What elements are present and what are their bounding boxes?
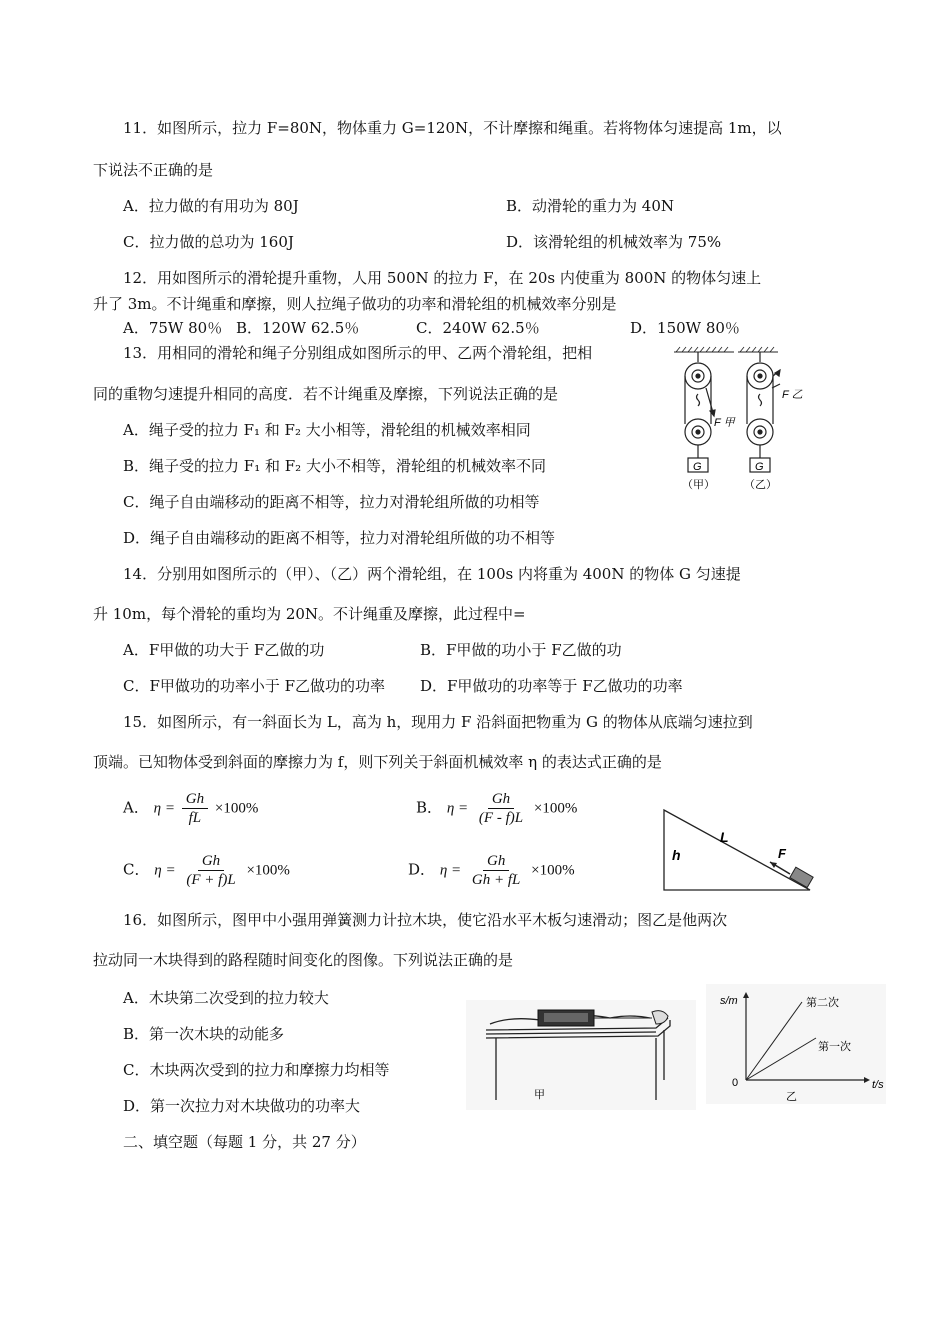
q14-option-d: D．F甲做功的功率等于 F乙做功的功率	[420, 677, 683, 695]
q11-stem-line2: 下说法不正确的是	[93, 161, 214, 179]
q15-option-d-denominator: Gh + fL	[471, 872, 521, 888]
q14-stem-line1: 14．分别用如图所示的（甲）、（乙）两个滑轮组，在 100s 内将重为 400N 的物体 G 匀速提	[123, 565, 741, 583]
q15-option-d-eta: η =	[439, 862, 462, 879]
q14-option-a: A．F甲做的功大于 F乙做的功	[123, 641, 325, 659]
q16-graph-xlabel: t/s	[872, 1079, 884, 1091]
q15-label-f: F	[778, 846, 786, 861]
q16-graph-second: 第二次	[806, 997, 839, 1009]
q15-stem-line2: 顶端。已知物体受到斜面的摩擦力为 f，则下列关于斜面机械效率 η 的表达式正确的是	[93, 753, 662, 771]
q13-weight-jia: G	[693, 461, 702, 473]
q16-stem-line2: 拉动同一木块得到的路程随时间变化的图像。下列说法正确的是	[93, 951, 514, 969]
q15-option-c-denominator: (F + f)L	[186, 872, 236, 888]
q16-option-a: A．木块第二次受到的拉力较大	[123, 989, 329, 1007]
q15-incline-figure	[660, 806, 816, 892]
q15-option-a-numerator: Gh	[182, 790, 208, 809]
q15-option-a-label: A．	[123, 798, 149, 817]
q12-option-b: B．120W 62.5％	[236, 319, 360, 337]
q15-option-b-fraction	[475, 790, 527, 827]
q11-option-a: A．拉力做的有用功为 80J	[123, 197, 299, 215]
q15-option-b-label: B．	[416, 798, 443, 817]
q12-option-d: D．150W 80％	[630, 319, 740, 337]
q13-label-jia: （甲）	[682, 479, 715, 491]
q13-option-b: B．绳子受的拉力 F₁ 和 F₂ 大小不相等，滑轮组的机械效率不同	[123, 457, 546, 475]
q12-stem-line1: 12．用如图所示的滑轮提升重物，人用 500N 的拉力 F，在 20s 内使重为 800N 的物体匀速上	[123, 269, 762, 287]
q11-option-d: D．该滑轮组的机械效率为 75%	[506, 233, 722, 251]
q16-graph-origin: 0	[732, 1077, 739, 1089]
q15-option-d-fraction	[468, 852, 524, 889]
q15-option-a-fraction	[182, 790, 208, 827]
q13-pulley-figure	[668, 346, 818, 492]
q13-force-jia: F 甲	[714, 417, 735, 429]
q15-option-d-numerator: Gh	[483, 852, 509, 871]
q16-graph-ylabel: s/m	[720, 995, 738, 1007]
q13-stem-line1: 13．用相同的滑轮和绳子分别组成如图所示的甲、乙两个滑轮组，把相	[123, 344, 593, 362]
q14-option-c: C．F甲做功的功率小于 F乙做功的功率	[123, 677, 386, 695]
q16-stem-line1: 16．如图所示，图甲中小强用弹簧测力计拉木块，使它沿水平木板匀速滑动；图乙是他两次	[123, 911, 728, 929]
q16-label-yi: 乙	[786, 1091, 797, 1103]
q12-stem-line2: 升了 3m。不计绳重和摩擦，则人拉绳子做功的功率和滑轮组的机械效率分别是	[93, 295, 617, 313]
q15-option-c-fraction	[182, 852, 239, 889]
q13-stem-line2: 同的重物匀速提升相同的高度．若不计绳重及摩擦，下列说法正确的是	[93, 385, 559, 403]
q16-option-d: D．第一次拉力对木块做功的功率大	[123, 1097, 361, 1115]
q16-label-jia: 甲	[534, 1089, 545, 1101]
q15-option-c	[123, 852, 290, 889]
q15-option-a-eta: η =	[153, 800, 175, 817]
q15-label-h: h	[672, 847, 681, 863]
q11-stem-line1: 11．如图所示，拉力 F=80N，物体重力 G=120N，不计摩擦和绳重。若将物体匀速提高 1m，以	[123, 119, 782, 137]
q15-option-b-numerator: Gh	[488, 790, 514, 809]
q15-stem-line1: 15．如图所示，有一斜面长为 L，高为 h，现用力 F 沿斜面把物重为 G 的物体从底端匀速拉到	[123, 713, 753, 731]
q15-option-a-tail: ×100%	[214, 800, 259, 817]
q15-option-c-numerator: Gh	[198, 852, 224, 871]
q15-option-d-label: D．	[408, 860, 436, 879]
q13-option-a: A．绳子受的拉力 F₁ 和 F₂ 大小相等，滑轮组的机械效率相同	[123, 421, 531, 439]
q15-option-c-eta: η =	[154, 862, 176, 879]
q16-option-c: C．木块两次受到的拉力和摩擦力均相等	[123, 1061, 390, 1079]
q11-option-b: B．动滑轮的重力为 40N	[506, 197, 675, 215]
q15-option-c-label: C．	[123, 860, 150, 879]
q13-option-d: D．绳子自由端移动的距离不相等，拉力对滑轮组所做的功不相等	[123, 529, 556, 547]
q13-label-yi: （乙）	[744, 479, 777, 491]
q14-option-b: B．F甲做的功小于 F乙做的功	[420, 641, 622, 659]
q14-stem-line2: 升 10m，每个滑轮的重均为 20N。不计绳重及摩擦，此过程中=	[93, 605, 526, 623]
q16-graph-first: 第一次	[818, 1041, 851, 1053]
q13-force-yi: F 乙	[782, 389, 803, 401]
q11-option-c: C．拉力做的总功为 160J	[123, 233, 294, 251]
q16-table-figure	[466, 1000, 696, 1110]
q16-st-graph	[706, 984, 886, 1104]
q16-option-b: B．第一次木块的动能多	[123, 1025, 285, 1043]
q15-option-c-tail: ×100%	[246, 862, 290, 879]
q15-option-d	[408, 852, 575, 889]
q13-option-c: C．绳子自由端移动的距离不相等，拉力对滑轮组所做的功相等	[123, 493, 540, 511]
q15-option-d-tail: ×100%	[531, 862, 575, 879]
section2-heading: 二、填空题（每题 1 分，共 27 分）	[123, 1133, 366, 1151]
q15-label-l: L	[720, 829, 729, 845]
q15-option-b-denominator: (F - f)L	[478, 810, 524, 826]
q15-option-b-eta: η =	[446, 800, 469, 817]
q12-option-c: C．240W 62.5％	[416, 319, 540, 337]
q13-weight-yi: G	[755, 461, 764, 473]
q12-option-a: A．75W 80％	[123, 319, 223, 337]
q15-option-b	[416, 790, 577, 827]
q15-option-b-tail: ×100%	[533, 800, 578, 817]
q15-option-a	[123, 790, 258, 827]
q15-option-a-denominator: fL	[188, 810, 202, 826]
